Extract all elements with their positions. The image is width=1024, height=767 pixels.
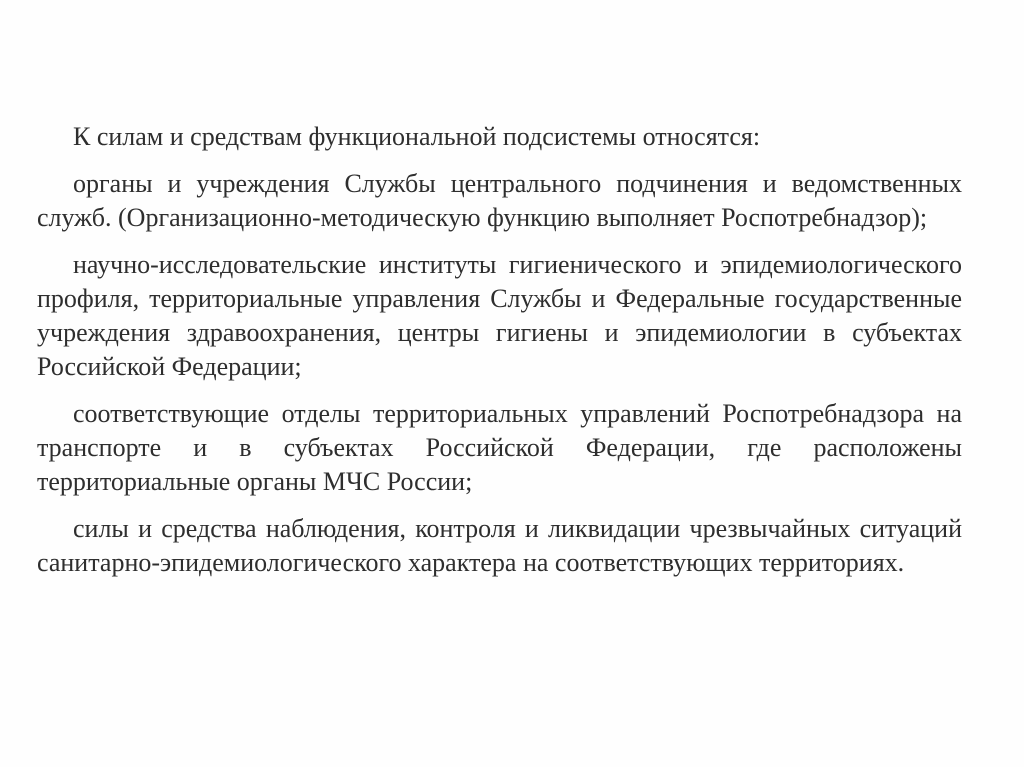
paragraph-institutes: научно-исследовательские институты гигиенического и эпидемиологического профиля, территориальные управления Службы и Федеральные государственные учреждения здравоохранения, центры гигиены и эпидемиологии в субъектах Российской Федерации;: [37, 250, 962, 381]
paragraph-forces: силы и средства наблюдения, контроля и ликвидации чрезвычайных ситуаций санитарно-эпидемиологического характера на соответствующих территориях.: [37, 514, 962, 577]
document-body: [37, 120, 962, 593]
intro-paragraph: К силам и средствам функциональной подсистемы относятся:: [73, 122, 761, 151]
paragraph-departments: соответствующие отделы территориальных управлений Роспотребнадзора на транспорте и в субъектах Российской Федерации, где расположены территориальные органы МЧС России;: [37, 399, 962, 496]
paragraph-organs: органы и учреждения Службы центрального подчинения и ведомственных служб. (Организационно-методическую функцию выполняет Роспотребнадзор);: [37, 169, 962, 232]
